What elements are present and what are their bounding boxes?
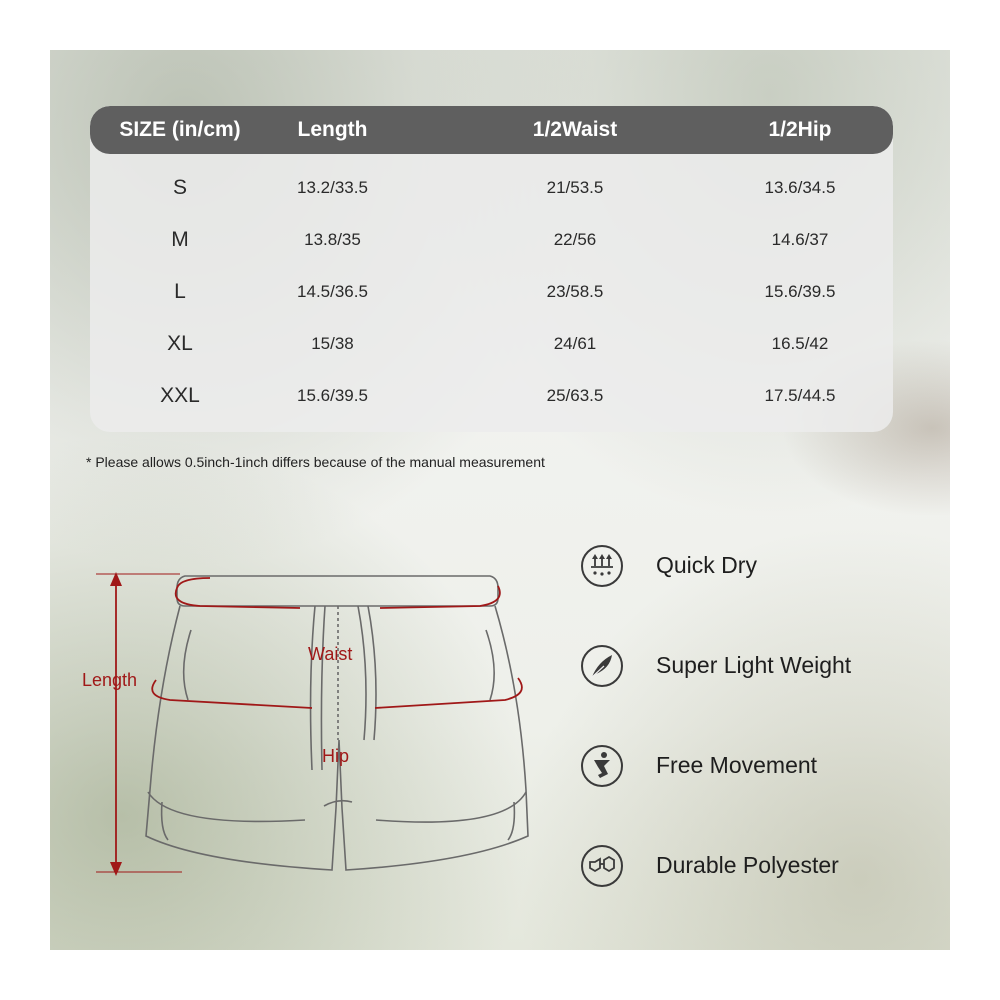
cell-hip: 13.6/34.5 bbox=[764, 178, 836, 197]
hip-label: Hip bbox=[322, 746, 350, 766]
table-row bbox=[90, 318, 893, 370]
table-row bbox=[90, 214, 893, 266]
cell-hip: 15.6/39.5 bbox=[764, 282, 836, 301]
shorts-measurement-diagram bbox=[50, 540, 550, 890]
cell-length: 13.8/35 bbox=[304, 230, 361, 249]
size-chart-header bbox=[90, 106, 893, 154]
cell-hip: 16.5/42 bbox=[771, 334, 829, 353]
table-row bbox=[90, 370, 893, 422]
cell-size: XXL bbox=[160, 384, 200, 407]
cell-hip: 14.6/37 bbox=[771, 230, 829, 249]
feature-label: Quick Dry bbox=[656, 552, 757, 578]
header-half-waist: 1/2Waist bbox=[532, 118, 618, 141]
feature-label: Super Light Weight bbox=[656, 652, 852, 678]
quick-dry-icon bbox=[580, 544, 624, 588]
size-chart-table bbox=[90, 106, 893, 432]
cell-waist: 22/56 bbox=[553, 230, 597, 249]
measurement-note: * Please allows 0.5inch-1inch differs because of the manual measurement bbox=[86, 454, 545, 470]
feather-icon bbox=[580, 644, 624, 688]
molecule-icon bbox=[580, 844, 624, 888]
cell-waist: 25/63.5 bbox=[546, 386, 604, 405]
feature-label: Free Movement bbox=[656, 752, 818, 778]
cell-length: 13.2/33.5 bbox=[297, 178, 368, 197]
feature-label: Durable Polyester bbox=[656, 852, 839, 878]
waist-label: Waist bbox=[308, 644, 353, 664]
cell-length: 15/38 bbox=[311, 334, 354, 353]
length-label: Length bbox=[82, 670, 138, 690]
cell-size: M bbox=[171, 228, 189, 251]
cell-waist: 24/61 bbox=[553, 334, 597, 353]
running-figure-icon bbox=[580, 744, 624, 788]
cell-length: 15.6/39.5 bbox=[297, 386, 368, 405]
cell-hip: 17.5/44.5 bbox=[764, 386, 836, 405]
table-row bbox=[90, 162, 893, 214]
table-row bbox=[90, 266, 893, 318]
cell-size: S bbox=[172, 176, 187, 199]
cell-waist: 23/58.5 bbox=[546, 282, 604, 301]
shorts-illustration bbox=[50, 540, 550, 890]
header-length: Length bbox=[297, 118, 368, 141]
cell-size: L bbox=[174, 280, 186, 303]
cell-length: 14.5/36.5 bbox=[297, 282, 368, 301]
header-size: SIZE (in/cm) bbox=[119, 118, 241, 141]
cell-waist: 21/53.5 bbox=[546, 178, 604, 197]
header-half-hip: 1/2Hip bbox=[768, 118, 832, 141]
product-info-panel bbox=[50, 50, 950, 950]
cell-size: XL bbox=[167, 332, 193, 355]
